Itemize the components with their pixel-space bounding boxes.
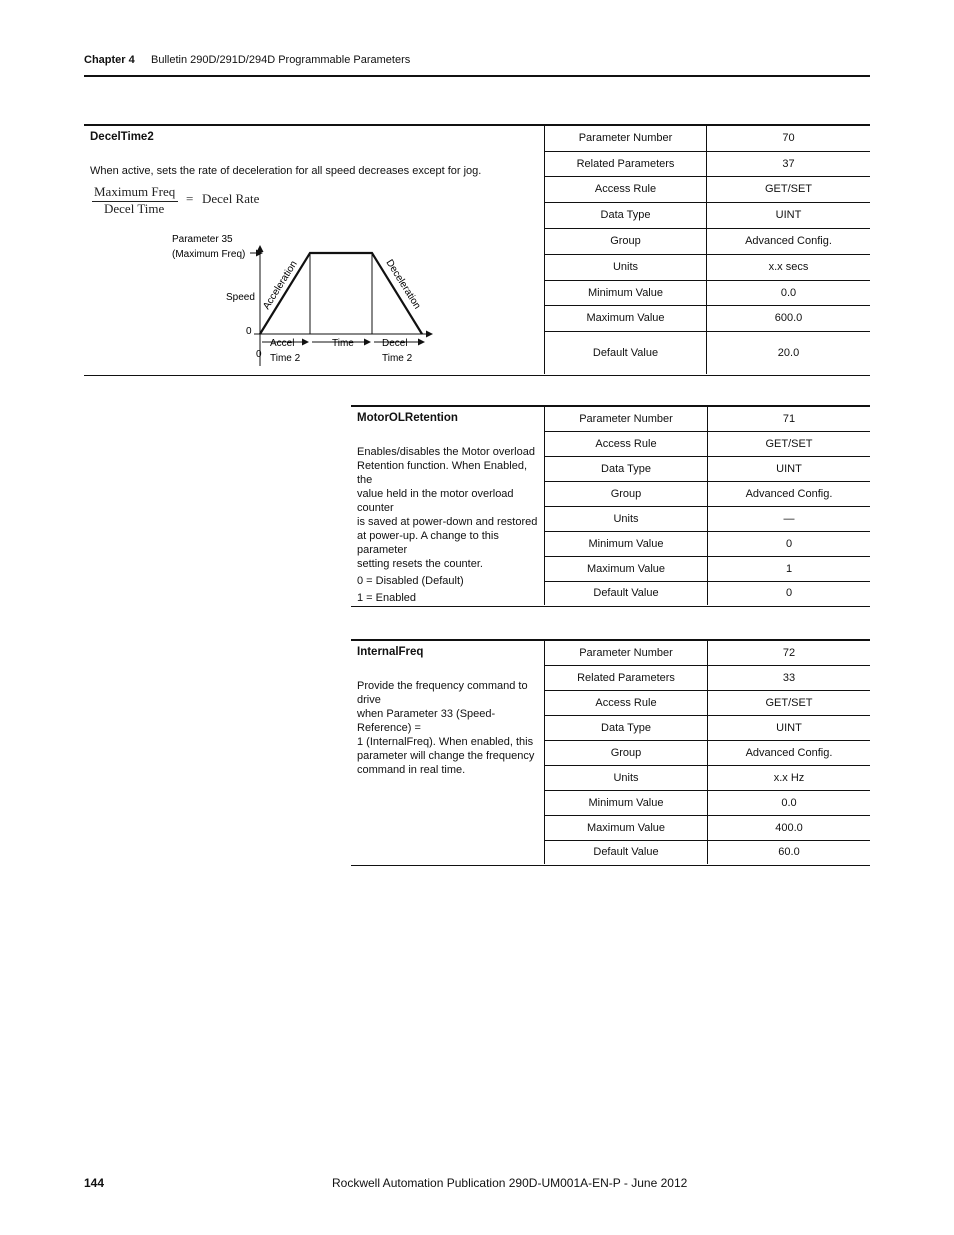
param-value: 72 <box>708 641 871 665</box>
param-key: Group <box>545 481 708 506</box>
diagram-acceleration-label: Acceleration <box>261 259 300 312</box>
param-key: Group <box>545 740 708 765</box>
table-row <box>545 431 870 456</box>
parameter-name: MotorOLRetention <box>357 412 458 424</box>
param-key: Related Parameters <box>545 665 708 690</box>
description-line: at power-up. A change to this parameter <box>357 530 499 556</box>
parameter-description <box>357 445 543 605</box>
description-line: setting resets the counter. <box>357 558 483 570</box>
param-value: 0.0 <box>708 790 871 815</box>
param-value: UINT <box>708 715 871 740</box>
param-value: Advanced Config. <box>708 740 871 765</box>
param-key: Default Value <box>545 840 708 864</box>
param-key: Maximum Value <box>545 556 708 581</box>
param-value: 33 <box>708 665 871 690</box>
param-key: Minimum Value <box>545 280 707 305</box>
table-row <box>545 151 870 176</box>
param-value: 1 <box>708 556 871 581</box>
param-value: — <box>708 506 871 531</box>
param-value: GET/SET <box>707 176 871 202</box>
formula-denominator: Decel Time <box>104 201 165 216</box>
table-row <box>545 690 870 715</box>
table-row <box>545 331 870 374</box>
param-key: Data Type <box>545 202 707 228</box>
table-row <box>545 228 870 254</box>
param-value: 37 <box>707 151 871 176</box>
table-row <box>545 531 870 556</box>
diagram-zero-y: 0 <box>246 326 252 337</box>
param-key: Default Value <box>545 331 707 374</box>
publication-footer: Rockwell Automation Publication 290D-UM001A-EN-P - June 2012 <box>332 1176 688 1190</box>
param-key: Units <box>545 506 708 531</box>
param-key: Parameter Number <box>545 407 708 431</box>
param-value: 20.0 <box>777 346 800 359</box>
table-row <box>545 280 870 305</box>
param-value: 71 <box>708 407 871 431</box>
param-key: Access Rule <box>545 431 708 456</box>
param-key: Access Rule <box>545 176 707 202</box>
table-row <box>545 815 870 840</box>
table-row <box>545 305 870 331</box>
param-value: 60.0 <box>778 846 800 859</box>
parameter-description <box>357 679 543 777</box>
param-key: Minimum Value <box>545 531 708 556</box>
param-value: UINT <box>707 202 871 228</box>
param-value: x.x Hz <box>708 765 871 790</box>
params-table-deceltime2 <box>545 126 870 374</box>
table-row <box>545 481 870 506</box>
diagram-decel-1: Decel <box>382 338 408 349</box>
table-row <box>545 456 870 481</box>
section-motorolretention <box>351 405 870 607</box>
table-row <box>545 506 870 531</box>
description-line: 1 (InternalFreq). When enabled, this <box>357 736 534 748</box>
param-value: 0 <box>708 531 871 556</box>
table-row <box>545 581 870 605</box>
header-rule <box>84 75 870 77</box>
params-table-motorolretention <box>545 407 870 605</box>
formula-numerator: Maximum Freq <box>94 184 176 199</box>
param-key: Data Type <box>545 715 708 740</box>
diagram-accel-1: Accel <box>270 338 295 349</box>
description-line: Enables/disables the Motor overload <box>357 446 535 458</box>
param-key: Units <box>545 254 707 280</box>
param-value: Advanced Config. <box>708 481 871 506</box>
parameter-name: InternalFreq <box>357 646 424 658</box>
diagram-param-label-1: Parameter 35 <box>172 234 233 245</box>
table-row <box>545 840 870 864</box>
table-row <box>545 790 870 815</box>
table-row <box>545 740 870 765</box>
diagram-speed-label: Speed <box>226 292 255 303</box>
table-row <box>545 254 870 280</box>
description-line: value held in the motor overload counter <box>357 488 514 514</box>
param-value: 0 <box>785 587 793 600</box>
parameter-name: DecelTime2 <box>90 131 154 143</box>
diagram-deceleration-label: Deceleration <box>383 257 423 312</box>
table-row <box>545 202 870 228</box>
diagram-decel-2: Time 2 <box>382 353 413 364</box>
option-disabled: 0 = Disabled (Default) <box>357 575 464 587</box>
param-key: Data Type <box>545 456 708 481</box>
param-key: Access Rule <box>545 690 708 715</box>
param-key: Default Value <box>545 581 708 605</box>
chapter-label: Chapter 4 <box>84 54 135 66</box>
param-key: Maximum Value <box>545 305 707 331</box>
table-row <box>545 407 870 431</box>
formula-equals: = <box>186 191 194 206</box>
param-value: GET/SET <box>708 431 871 456</box>
param-key: Related Parameters <box>545 151 707 176</box>
param-value: Advanced Config. <box>707 228 871 254</box>
decel-rate-formula <box>92 184 272 218</box>
description-line: parameter will change the frequency <box>357 750 535 762</box>
diagram-zero-x: 0 <box>256 349 262 360</box>
param-value: UINT <box>708 456 871 481</box>
param-key: Parameter Number <box>545 126 707 151</box>
description-line: Retention function. When Enabled, the <box>357 460 528 486</box>
param-value: 70 <box>707 126 871 151</box>
param-value: GET/SET <box>708 690 871 715</box>
param-key: Minimum Value <box>545 790 708 815</box>
param-value: 600.0 <box>707 305 871 331</box>
speed-profile-diagram <box>164 226 464 371</box>
section-internalfreq <box>351 639 870 866</box>
description-line: command in real time. <box>357 764 466 776</box>
params-table-internalfreq <box>545 641 870 864</box>
table-row <box>545 126 870 151</box>
param-key: Maximum Value <box>545 815 708 840</box>
table-row <box>545 641 870 665</box>
option-enabled: 1 = Enabled <box>357 592 417 604</box>
table-row <box>545 765 870 790</box>
table-row <box>545 176 870 202</box>
param-key: Units <box>545 765 708 790</box>
description-line: Provide the frequency command to drive <box>357 680 528 706</box>
running-header-title: Bulletin 290D/291D/294D Programmable Parameters <box>151 54 411 66</box>
table-row <box>545 556 870 581</box>
param-value: 0.0 <box>707 280 871 305</box>
diagram-param-label-2: (Maximum Freq) <box>172 249 246 260</box>
param-value: x.x secs <box>707 254 871 280</box>
param-key: Parameter Number <box>545 641 708 665</box>
parameter-description: When active, sets the rate of deceleration for all speed decreases except for jog. <box>90 165 482 177</box>
param-key: Group <box>545 228 707 254</box>
formula-result: Decel Rate <box>202 191 260 206</box>
section-deceltime2 <box>84 124 870 376</box>
table-row <box>545 715 870 740</box>
description-line: when Parameter 33 (Speed-Reference) = <box>357 708 496 734</box>
page-number: 144 <box>84 1176 105 1190</box>
param-value: 400.0 <box>708 815 871 840</box>
description-line: is saved at power-down and restored <box>357 516 538 528</box>
table-row <box>545 665 870 690</box>
diagram-accel-2: Time 2 <box>270 353 301 364</box>
diagram-time-label: Time <box>332 338 354 349</box>
